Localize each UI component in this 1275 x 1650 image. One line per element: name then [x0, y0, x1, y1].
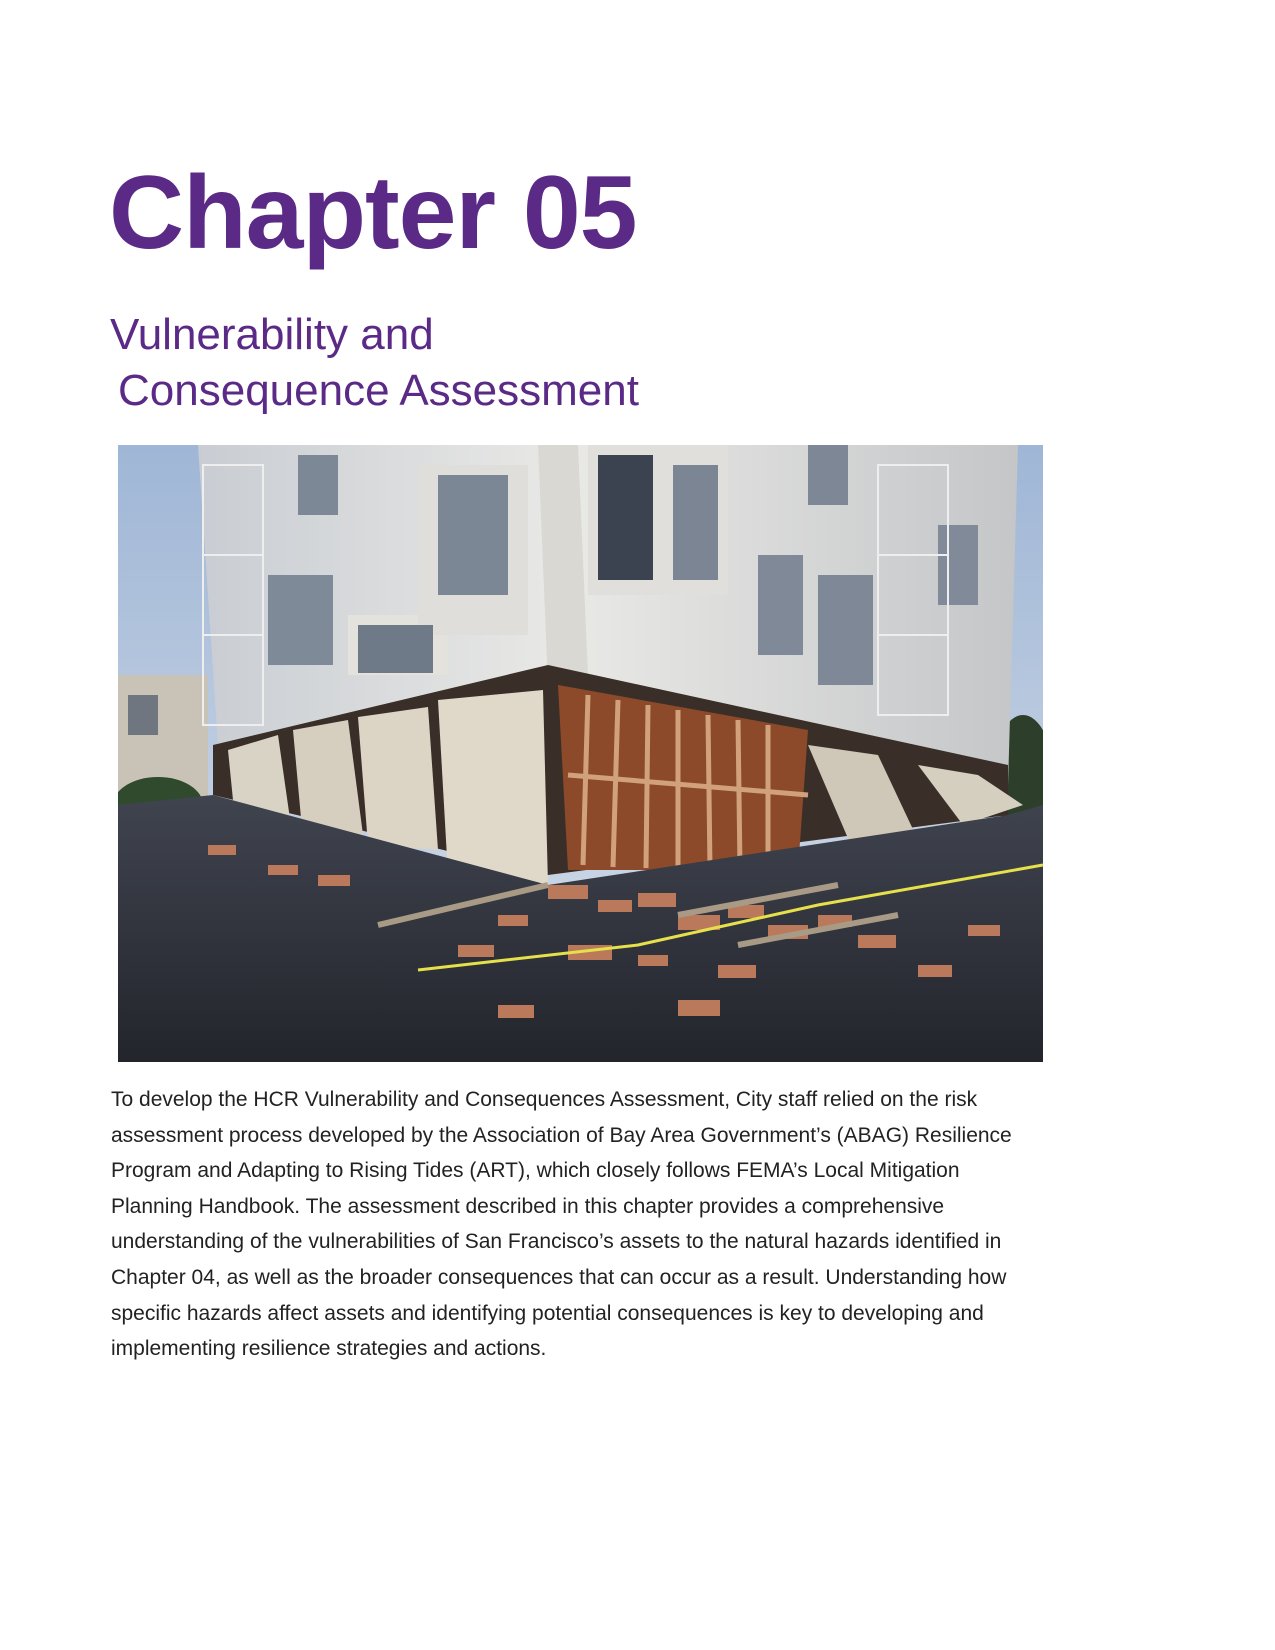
chapter-subtitle — [110, 307, 639, 419]
chapter-title: Chapter 05 — [109, 155, 637, 271]
body-paragraph: To develop the HCR Vulnerability and Consequences Assessment, City staff relied on the risk assessment process developed by the Association of Bay Area Government’s (ABAG) Resilience Program and Adapting to Rising Tides (ART), which closely follows FEMA’s Local Mitigation Planning Handbook. The assessment described in this chapter provides a comprehensive understanding of the vulnerabilities of San Francisco’s assets to the natural hazards identified in Chapter 04, as well as the broader consequences that can occur as a result. Understanding how specific hazards affect assets and identifying potential consequences is key to developing and implementing resilience strategies and actions. — [111, 1088, 1012, 1361]
subtitle-line-2: Consequence Assessment — [118, 366, 639, 415]
earthquake-damage-photo — [118, 445, 1043, 1062]
subtitle-line-1: Vulnerability and — [110, 310, 434, 359]
